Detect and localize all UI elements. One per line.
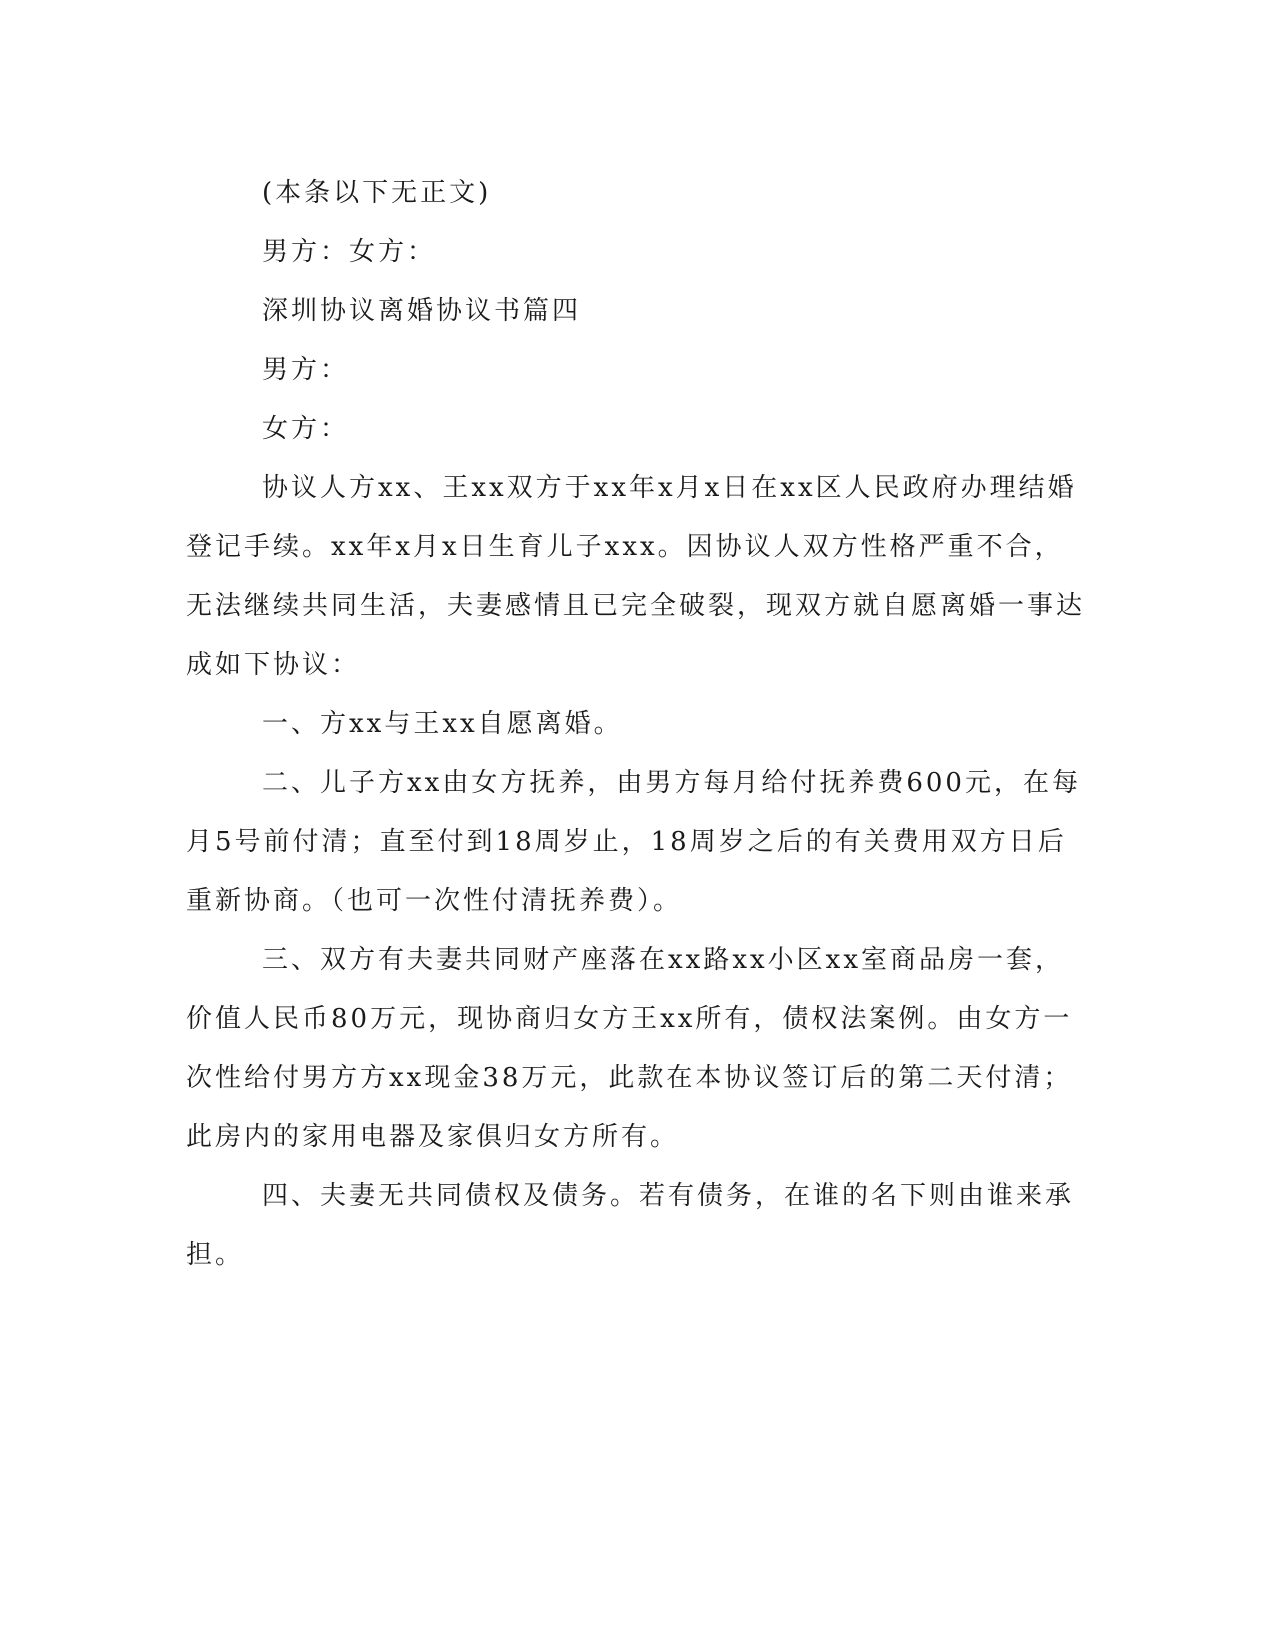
- male-party-label: 男方：: [262, 355, 350, 385]
- agreement-intro: 协议人方xx、王xx双方于xx年x月x日在xx区人民政府办理结婚登记手续。xx年x月x日生育儿子xxx。因协议人双方性格严重不合，无法继续共同生活，夫妻感情且已完全破裂，现双方就自愿离婚一事达成如下协议：: [186, 473, 1086, 680]
- clause-3: 三、双方有夫妻共同财产座落在xx路xx小区xx室商品房一套，价值人民币80万元，现协商归女方王xx所有，债权法案例。由女方一次性给付男方方xx现金38万元，此款在本协议签订后的第二天付清；此房内的家用电器及家俱归女方所有。: [186, 945, 1073, 1152]
- clause-2: 二、儿子方xx由女方抚养，由男方每月给付抚养费600元，在每月5号前付清；直至付到18周岁止，18周岁之后的有关费用双方日后重新协商。（也可一次性付清抚养费）。: [186, 768, 1081, 916]
- clause-1: 一、方xx与王xx自愿离婚。: [262, 709, 623, 739]
- female-party-label: 女方：: [262, 414, 350, 444]
- clause-4: 四、夫妻无共同债权及债务。若有债务，在谁的名下则由谁来承担。: [186, 1181, 1075, 1270]
- section-heading: 深圳协议离婚协议书篇四: [262, 296, 582, 326]
- document-body: [186, 164, 1086, 1285]
- signature-line: 男方：女方：: [262, 237, 437, 267]
- no-text-note: (本条以下无正文): [262, 178, 492, 208]
